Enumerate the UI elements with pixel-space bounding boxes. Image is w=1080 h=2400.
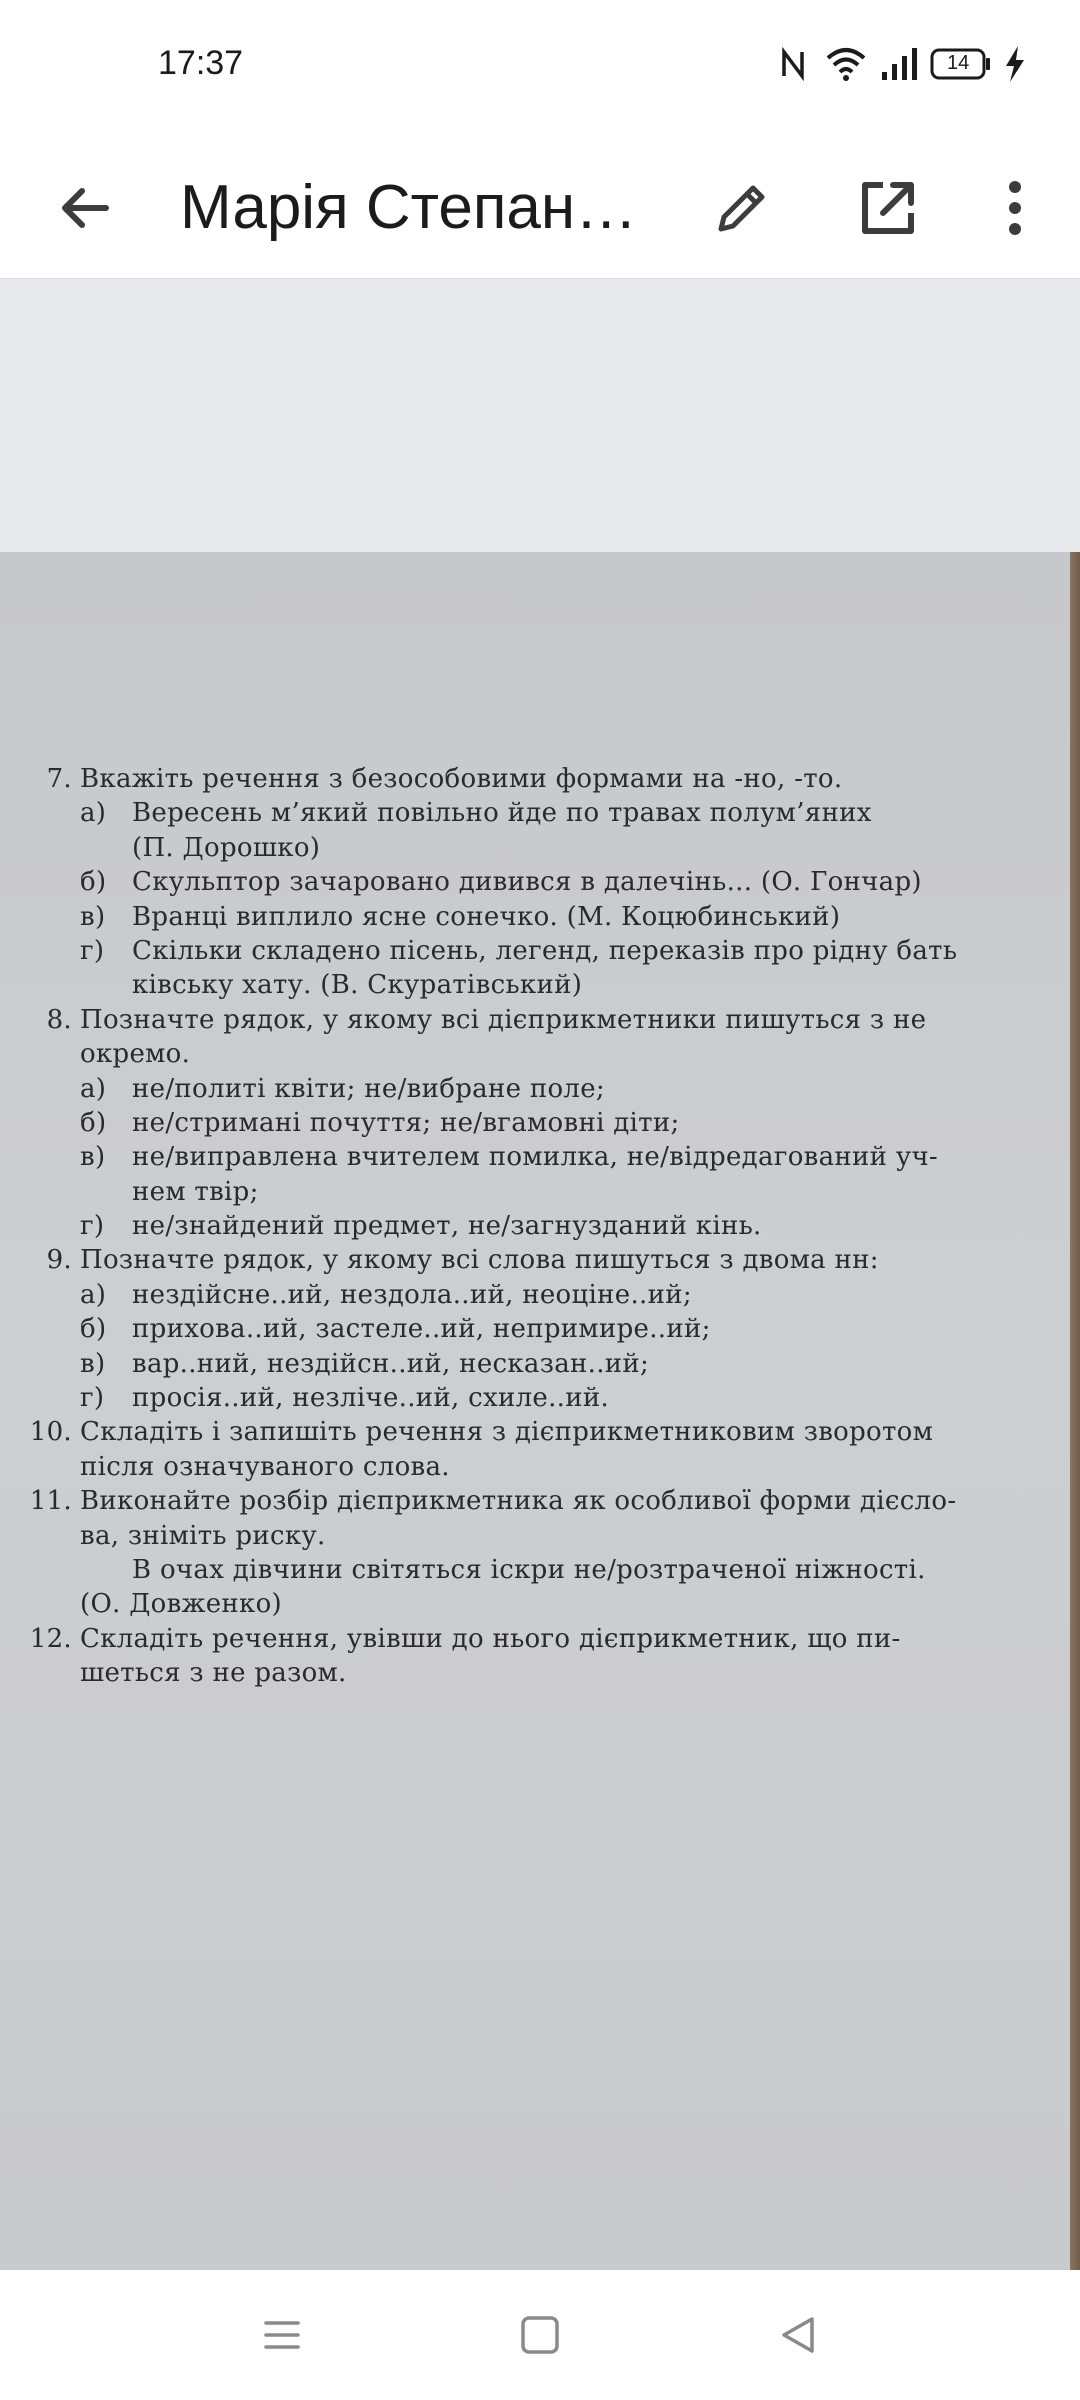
charging-icon <box>1002 44 1028 84</box>
list-item <box>80 1072 1040 1106</box>
option-text: просія..ий, незліче..ий, схиле..ий. <box>132 1383 610 1414</box>
option-mark: б) <box>80 1107 107 1138</box>
quote-text: (О. Довженко) <box>80 1589 282 1620</box>
list-item-cont <box>80 1175 1040 1209</box>
option-text: Скільки складено пісень, легенд, переказів про рідну бать <box>132 935 958 966</box>
edit-pencil-icon[interactable] <box>707 173 777 243</box>
app-bar <box>0 138 1080 279</box>
list-item <box>80 865 1040 899</box>
option-text: не/виправлена вчителем помилка, не/відредагований уч- <box>132 1142 939 1173</box>
option-mark: г) <box>80 1211 105 1242</box>
question-11-cont <box>80 1519 1040 1553</box>
question-number: 9. <box>46 1245 72 1276</box>
option-mark: в) <box>80 1142 106 1173</box>
option-text: прихова..ий, застеле..ий, непримире..ий; <box>132 1314 711 1345</box>
question-number: 10. <box>29 1417 72 1448</box>
document-text <box>29 762 1040 1691</box>
question-10-cont <box>80 1450 1040 1484</box>
question-text: Виконайте розбір дієприкметника як особливої форми дієсло- <box>80 1486 957 1517</box>
question-text: після означуваного слова. <box>80 1451 450 1482</box>
list-item <box>80 1278 1040 1312</box>
list-item <box>80 1209 1040 1243</box>
list-item <box>80 1106 1040 1140</box>
more-vert-icon[interactable] <box>980 173 1050 243</box>
option-mark: а) <box>80 798 107 829</box>
document-title: Марія Степан… <box>180 173 638 242</box>
question-text: ва, зніміть риску. <box>80 1520 326 1551</box>
option-mark: а) <box>80 1279 107 1310</box>
status-bar <box>0 0 1080 138</box>
question-text: Вкажіть речення з безособовими формами на -но, -то. <box>80 764 843 794</box>
question-number: 12. <box>29 1623 72 1654</box>
question-12 <box>29 1622 1040 1656</box>
option-mark: б) <box>80 867 107 898</box>
list-item <box>80 1381 1040 1415</box>
option-text: (П. Дорошко) <box>132 832 321 863</box>
option-mark: г) <box>80 1383 105 1414</box>
option-mark: г) <box>80 935 105 966</box>
option-text: Вранці виплило ясне сонечко. (М. Коцюбинський) <box>132 901 841 932</box>
nfc-icon <box>780 44 806 84</box>
option-text: нем твір; <box>132 1176 259 1207</box>
question-9 <box>46 1243 1040 1277</box>
list-item <box>80 1140 1040 1174</box>
list-item <box>80 1347 1040 1381</box>
question-text: Складіть речення, увівши до нього дієприкметник, що пи- <box>80 1623 901 1654</box>
question-8 <box>46 1003 1040 1037</box>
option-text: не/знайдений предмет, не/загнузданий кінь. <box>132 1211 762 1242</box>
question-text: Позначте рядок, у якому всі слова пишуться з двома нн: <box>80 1245 879 1276</box>
option-mark: а) <box>80 1073 107 1104</box>
question-10 <box>29 1415 1040 1449</box>
list-item <box>80 1312 1040 1346</box>
option-mark: в) <box>80 901 106 932</box>
option-text: Вересень м’який повільно йде по травах полум’яних <box>132 798 872 829</box>
question-number: 7. <box>46 764 72 794</box>
question-8-cont <box>80 1037 1040 1071</box>
back-triangle-icon[interactable] <box>768 2305 828 2365</box>
list-item <box>80 934 1040 968</box>
question-text: шеться з не разом. <box>80 1658 347 1689</box>
option-text: ківську хату. (В. Скуратівський) <box>132 970 583 1001</box>
quote-author <box>80 1587 1040 1621</box>
photo-edge <box>1070 552 1080 2274</box>
question-number: 11. <box>29 1486 72 1517</box>
image-viewer[interactable] <box>0 279 1080 2270</box>
option-text: Скульптор зачаровано дивився в далечінь... (О. Гончар) <box>132 867 922 898</box>
status-icons <box>780 44 1040 84</box>
signal-icon <box>880 44 920 84</box>
option-text: не/стримані почуття; не/вгамовні діти; <box>132 1107 680 1138</box>
home-square-icon[interactable] <box>510 2305 570 2365</box>
option-mark: б) <box>80 1314 107 1345</box>
battery-level: 14 <box>947 52 970 74</box>
back-arrow-icon[interactable] <box>50 173 120 243</box>
open-external-icon[interactable] <box>853 173 923 243</box>
question-text: окремо. <box>80 1039 191 1070</box>
wifi-icon <box>824 44 868 84</box>
option-mark: в) <box>80 1348 106 1379</box>
quote-line <box>80 1553 1040 1587</box>
option-text: нездійсне..ий, нездола..ий, неоціне..ий; <box>132 1279 692 1310</box>
option-text: не/политі квіти; не/вибране поле; <box>132 1073 605 1104</box>
question-number: 8. <box>46 1004 72 1035</box>
status-time: 17:37 <box>158 44 244 82</box>
recents-menu-icon[interactable] <box>252 2305 312 2365</box>
list-item <box>80 900 1040 934</box>
question-text: Позначте рядок, у якому всі дієприкметники пишуться з не <box>80 1004 927 1035</box>
question-12-cont <box>80 1656 1040 1690</box>
question-text: Складіть і запишіть речення з дієприкметниковим зворотом <box>80 1417 934 1448</box>
list-item <box>80 796 1040 830</box>
list-item-cont <box>80 968 1040 1002</box>
list-item-cont <box>80 831 1040 865</box>
system-nav-bar <box>0 2270 1080 2400</box>
question-7 <box>46 762 1040 796</box>
question-11 <box>29 1484 1040 1518</box>
document-photo <box>0 552 1080 2274</box>
option-text: вар..ний, нездійсн..ий, несказан..ий; <box>132 1348 650 1379</box>
quote-text: В очах дівчини світяться іскри не/розтраченої ніжності. <box>132 1554 926 1585</box>
